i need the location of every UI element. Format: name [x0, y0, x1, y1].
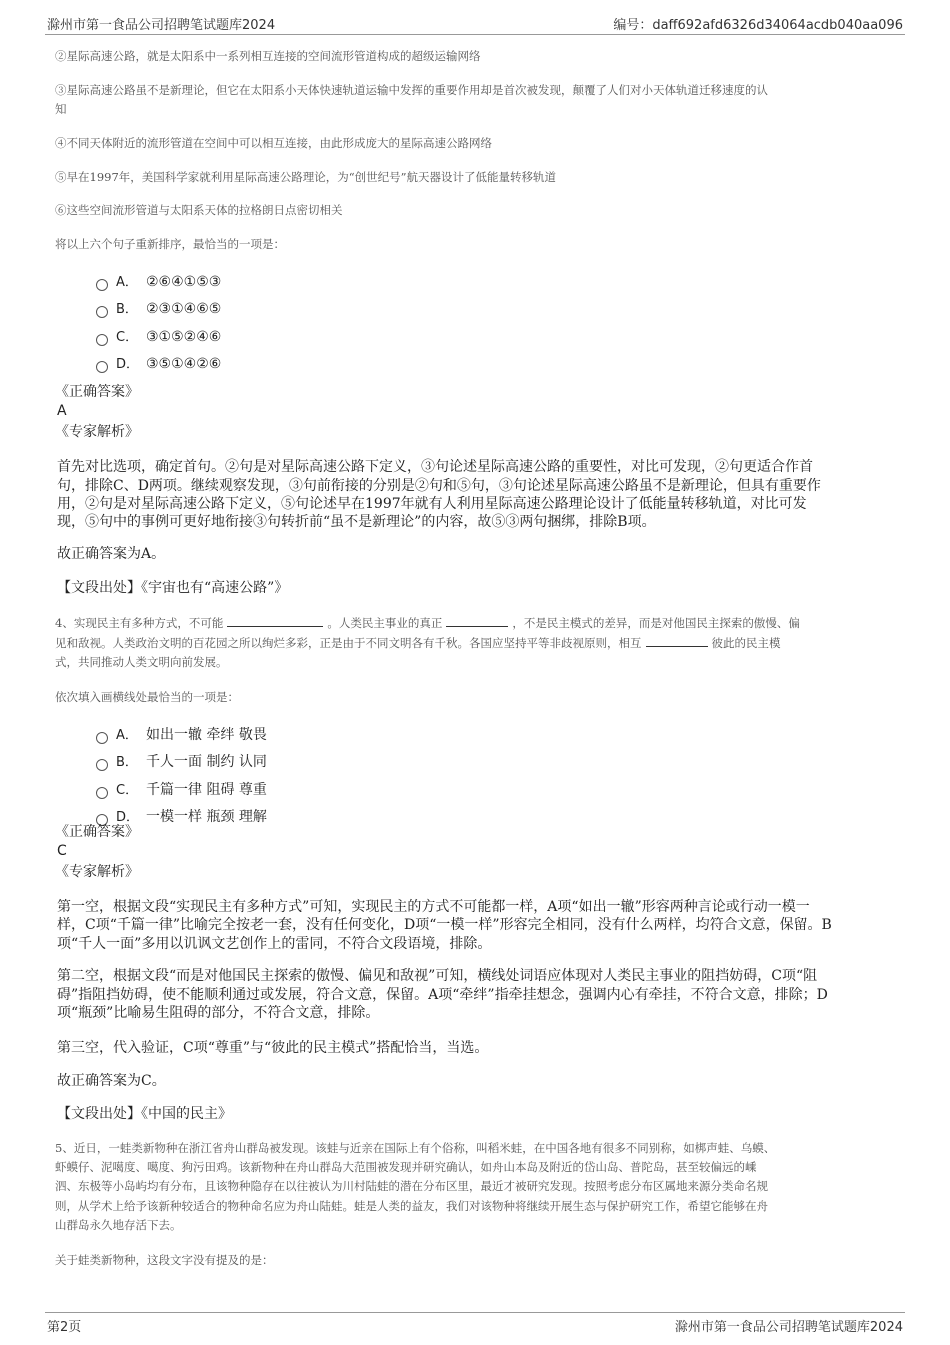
- q4-answer: C: [57, 843, 67, 859]
- question-5-line: 虾蟆仔、泥噶度、噶度、狗污田鸡。该新物种在舟山群岛大范围被发现并研究确认，如舟山本岛及附近的岱山岛、普陀岛，甚至较偏远的嵊: [55, 1160, 757, 1174]
- question-5-line: 山群岛永久地存活下去。: [55, 1218, 182, 1232]
- sentence-4: ④不同天体附近的流形管道在空间中可以相互连接，由此形成庞大的星际高速公路网络: [55, 136, 492, 150]
- blank-2: [446, 614, 508, 627]
- question-4-prompt: 依次填入画横线处最恰当的一项是：: [55, 690, 239, 704]
- q4-conclusion: 故正确答案为C。: [57, 1073, 166, 1089]
- radio-icon[interactable]: [96, 361, 108, 373]
- page-number: 第2页: [47, 1320, 82, 1335]
- q3-option-a[interactable]: A． ②⑥④①⑤③: [96, 271, 221, 291]
- radio-icon[interactable]: [96, 279, 108, 291]
- header-serial: 编号：daff692afd6326d34064acdb040aa096: [613, 18, 903, 33]
- footer-title: 滁州市第一食品公司招聘笔试题库2024: [674, 1320, 903, 1335]
- q4-analysis-p3: 第三空，代入验证，C项“尊重”与“彼此的民主模式”搭配恰当，当选。: [57, 1040, 489, 1056]
- q3-answer: A: [57, 403, 67, 419]
- sentence-3-line2: 知: [55, 102, 67, 116]
- q3-answer-label: 《正确答案》: [55, 384, 139, 400]
- radio-icon[interactable]: [96, 787, 108, 799]
- sentence-3-line1: ③星际高速公路虽不是新理论，但它在太阳系小天体快速轨道运输中发挥的重要作用却是首次被发现，颠覆了人们对小天体轨道迁移速度的认: [55, 83, 768, 97]
- q3-conclusion: 故正确答案为A。: [57, 546, 166, 562]
- q4-analysis-p1-line: 项“千人一面”多用以讥讽文艺创作上的雷同，不符合文段语境，排除。: [57, 936, 492, 952]
- question-5-prompt: 关于蛙类新物种，这段文字没有提及的是：: [55, 1253, 274, 1267]
- radio-icon[interactable]: [96, 334, 108, 346]
- question-4-line2: 见和敌视。人类政治文明的百花园之所以绚烂多彩，正是由于不同文明各有千秋。各国应坚持平等非歧视原则，相互 彼此的民主模: [55, 636, 781, 650]
- question-5-line: 泗、东极等小岛屿均有分布，且该物种隐存在以往被认为川村陆蛙的潜在分布区里，最近才被研究发现。按照考虑分布区属地来源分类命名规: [55, 1179, 768, 1193]
- sentence-2: ②星际高速公路，就是太阳系中一系列相互连接的空间流形管道构成的超级运输网络: [55, 49, 481, 63]
- blank-3: [646, 634, 708, 647]
- question-3-prompt: 将以上六个句子重新排序，最恰当的一项是：: [55, 237, 285, 251]
- radio-icon[interactable]: [96, 732, 108, 744]
- q4-option-c[interactable]: C． 千篇一律 阻碍 尊重: [96, 779, 267, 799]
- page-header: [45, 12, 905, 35]
- q3-analysis-line: 用，②句是对星际高速公路下定义，⑤句论述早在1997年就有人利用星际高速公路理论设计了低能量转移轨道，对比可发: [57, 496, 807, 512]
- question-5-line: 则，从学术上给予该新种较适合的物种命名应为舟山陆蛙。蛙是人类的益友，我们对该物种将继续开展生态与保护研究工作，希望它能够在舟: [55, 1199, 768, 1213]
- q4-analysis-label: 《专家解析》: [55, 864, 139, 880]
- question-4-line1: 4、实现民主有多种方式，不可能 。人类民主事业的真正 ，不是民主模式的差异，而是对他国民主探索的傲慢、偏: [55, 616, 800, 630]
- q4-source: 【文段出处】《中国的民主》: [57, 1106, 232, 1122]
- q4-option-a[interactable]: A． 如出一辙 牵绊 敬畏: [96, 724, 267, 744]
- q3-analysis-line: 现，⑤句中的事例可更好地衔接③句转折前“虽不是新理论”的内容，故⑤③两句捆绑，排除B项。: [57, 514, 656, 530]
- q4-option-b[interactable]: B． 千人一面 制约 认同: [96, 751, 267, 771]
- q3-analysis-line: 句，排除C、D两项。继续观察发现，③句前衔接的分别是②句和⑤句，③句论述星际高速公路虽不是新理论，但具有重要作: [57, 478, 821, 494]
- q3-analysis-label: 《专家解析》: [55, 424, 139, 440]
- sentence-6: ⑥这些空间流形管道与太阳系天体的拉格朗日点密切相关: [55, 203, 343, 217]
- q4-analysis-p1-line: 第一空，根据文段“实现民主有多种方式”可知，实现民主的方式不可能都一样，A项“如出一辙”形容两种言论或行动一模一: [57, 899, 810, 915]
- q4-analysis-p2-line: 碍”指阻挡妨碍，使不能顺利通过或发展，符合文意，保留。A项“牵绊”指牵挂想念，强调内心有牵挂，不符合文意，排除；D: [57, 987, 828, 1003]
- sentence-5: ⑤早在1997年，美国科学家就利用星际高速公路理论，为“创世纪号”航天器设计了低能量转移轨道: [55, 170, 557, 184]
- q4-analysis-p2-line: 第二空，根据文段“而是对他国民主探索的傲慢、偏见和敌视”可知，横线处词语应体现对人类民主事业的阻挡妨碍，C项“阻: [57, 968, 818, 984]
- q3-analysis-line: 首先对比选项，确定首句。②句是对星际高速公路下定义，③句论述星际高速公路的重要性，对比可发现，②句更适合作首: [57, 459, 813, 475]
- page-footer: [45, 1312, 905, 1335]
- q3-option-c[interactable]: C． ③①⑤②④⑥: [96, 326, 221, 346]
- blank-1: [227, 614, 323, 627]
- q4-answer-label: 《正确答案》: [55, 824, 139, 840]
- q4-analysis-p2-line: 项“瓶颈”比喻易生阻碍的部分，不符合文意，排除。: [57, 1005, 380, 1021]
- radio-icon[interactable]: [96, 306, 108, 318]
- q3-option-d[interactable]: D． ③⑤①④②⑥: [96, 353, 221, 373]
- header-title: 滁州市第一食品公司招聘笔试题库2024: [47, 18, 276, 33]
- q3-source: 【文段出处】《宇宙也有“高速公路”》: [57, 580, 289, 596]
- q4-option-d[interactable]: D． 一模一样 瓶颈 理解: [96, 806, 267, 826]
- question-4-line3: 式，共同推动人类文明向前发展。: [55, 655, 228, 669]
- q3-option-b[interactable]: B． ②③①④⑥⑤: [96, 298, 221, 318]
- q4-analysis-p1-line: 样，C项“千篇一律”比喻完全按老一套，没有任何变化，D项“一模一样”形容完全相同，没有什么两样，均符合文意，保留。B: [57, 917, 832, 933]
- radio-icon[interactable]: [96, 759, 108, 771]
- question-5-line: 5、近日，一蛙类新物种在浙江省舟山群岛被发现。该蛙与近亲在国际上有个俗称，叫稻米蛙，在中国各地有很多不同别称，如梆声蛙、乌蟆、: [55, 1141, 776, 1155]
